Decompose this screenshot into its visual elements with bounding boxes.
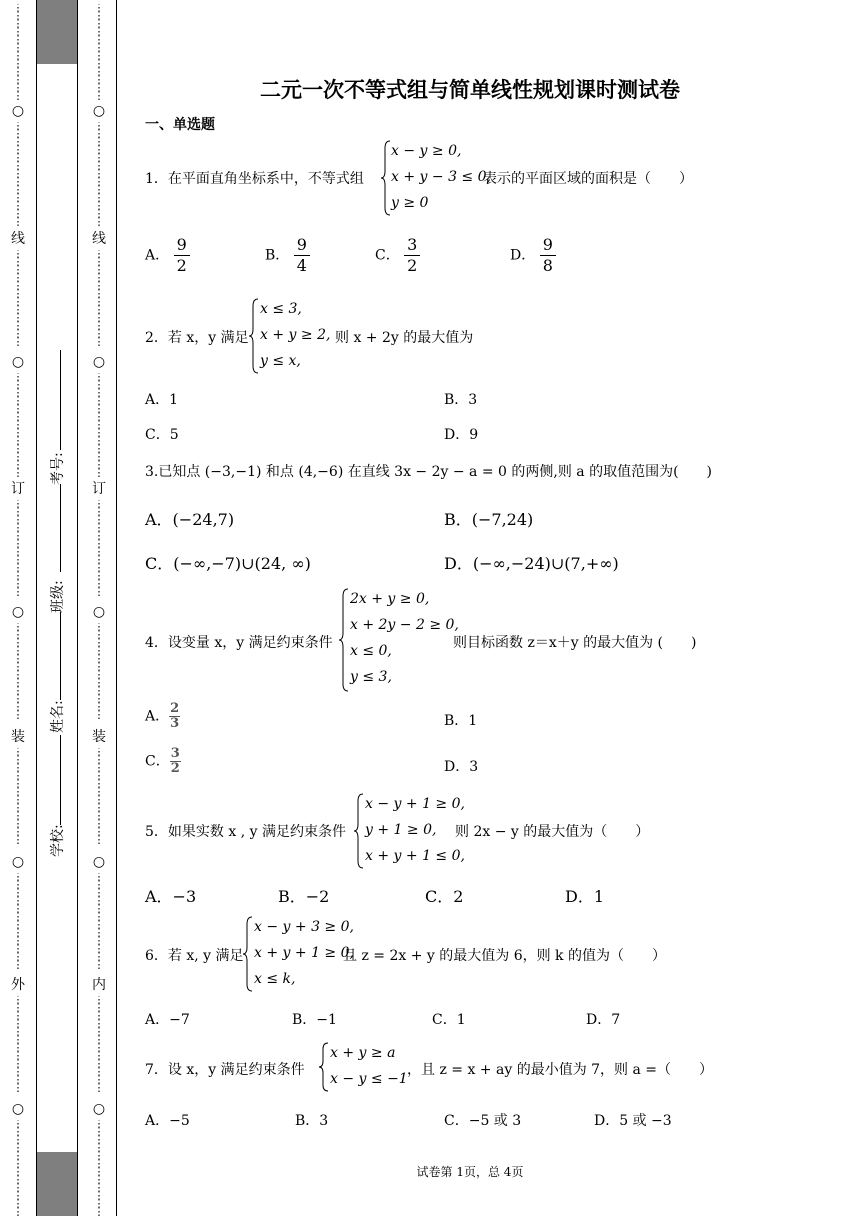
q1-ineq-1: x − y ≥ 0, xyxy=(391,143,462,159)
margin-gray-band-top xyxy=(37,0,77,64)
margin-border-left xyxy=(36,0,37,1216)
q3-text: 3.已知点 (−3,−1) 和点 (4,−6) 在直线 3x − 2y − a = 0 的两侧,则 a 的取值范围为( ) xyxy=(145,464,713,480)
q5-suffix: 则 2x − y 的最大值为（ ） xyxy=(455,824,650,840)
q4-suffix: 则目标函数 z＝x＋y 的最大值为 ( ) xyxy=(453,635,697,651)
q5-option-d[interactable]: D．1 xyxy=(565,887,605,906)
q2-prefix: 2．若 x，y 满足 xyxy=(145,330,249,346)
denominator: 8 xyxy=(542,256,553,275)
option-label: C． xyxy=(145,753,170,770)
fraction xyxy=(294,235,310,276)
numerator: 9 xyxy=(540,235,556,256)
section-heading: 一、单选题 xyxy=(145,117,215,133)
dotted-segment: ⋮⋮⋮⋮⋮⋮⋮⋮⋮⋮⋮⋮ xyxy=(12,996,24,1094)
q1-ineq-2: x + y − 3 ≤ 0, xyxy=(391,169,491,185)
numerator: 9 xyxy=(294,235,310,256)
binding-circle-mark: ○ xyxy=(11,103,25,119)
q3-option-c[interactable]: C．(−∞,−7)∪(24, ∞) xyxy=(145,554,311,573)
q5-brace xyxy=(354,793,364,869)
binding-circle-mark: ○ xyxy=(11,604,25,620)
binding-text-mark: 线 xyxy=(11,231,25,247)
numerator: 9 xyxy=(174,235,190,256)
numerator: 3 xyxy=(170,746,180,761)
q6-suffix: 且 z = 2x + y 的最大值为 6，则 k 的值为（ ） xyxy=(343,948,666,964)
school-line-2[interactable] xyxy=(60,735,61,825)
dotted-segment: ⋮⋮⋮⋮⋮⋮⋮⋮⋮⋮⋮⋮ xyxy=(93,500,105,598)
q1-option-c[interactable] xyxy=(375,235,420,276)
q4-option-a[interactable] xyxy=(145,702,180,731)
inner-dotted-column xyxy=(89,0,109,1216)
binding-text-mark: 外 xyxy=(11,977,25,993)
q2-option-d[interactable]: D．9 xyxy=(444,427,479,443)
q3-option-b[interactable]: B．(−7,24) xyxy=(444,510,534,529)
q7-system xyxy=(330,1040,408,1092)
denominator: 2 xyxy=(170,761,180,776)
q5-system xyxy=(365,791,465,869)
dotted-segment: ⋮⋮⋮⋮⋮⋮⋮⋮⋮⋮⋮⋮ xyxy=(93,873,105,971)
q7-option-b[interactable]: B．3 xyxy=(295,1113,329,1129)
q4-brace xyxy=(339,588,349,692)
q7-suffix: ，且 z = x + ay 的最小值为 7，则 a =（ ） xyxy=(407,1062,714,1078)
q1-brace xyxy=(381,140,391,216)
q2-suffix: 则 x + 2y 的最大值为 xyxy=(335,330,474,346)
binding-text-mark: 订 xyxy=(11,481,25,497)
page-title: 二元一次不等式组与简单线性规划课时测试卷 xyxy=(260,77,680,102)
q3-option-a[interactable]: A．(−24,7) xyxy=(145,510,235,529)
q7-ineq-2: x − y ≤ −1 xyxy=(330,1071,408,1087)
q2-option-c[interactable]: C．5 xyxy=(145,427,179,443)
q5-option-a[interactable]: A．−3 xyxy=(145,887,197,906)
dotted-segment: ⋮⋮⋮⋮⋮⋮⋮⋮⋮⋮⋮⋮ xyxy=(93,996,105,1094)
q5-ineq-2: y + 1 ≥ 0, xyxy=(365,822,437,838)
q2-option-b[interactable]: B．3 xyxy=(444,392,478,408)
dotted-segment: ⋮⋮⋮⋮⋮⋮⋮⋮⋮⋮⋮⋮ xyxy=(93,1120,105,1216)
q2-ineq-1: x ≤ 3, xyxy=(260,301,302,317)
school-label: 学校: xyxy=(50,824,66,857)
denominator: 3 xyxy=(170,716,180,731)
name-line[interactable] xyxy=(60,612,61,700)
q4-ineq-3: x ≤ 0, xyxy=(350,643,392,659)
option-label: B． xyxy=(265,247,290,264)
binding-circle-mark: ○ xyxy=(11,354,25,370)
dotted-segment: ⋮⋮⋮⋮⋮⋮⋮⋮⋮⋮⋮⋮⋮ xyxy=(93,122,105,228)
q7-option-c[interactable]: C．−5 或 3 xyxy=(444,1113,522,1129)
denominator: 2 xyxy=(176,256,187,275)
q1-system xyxy=(391,138,491,216)
q2-ineq-2: x + y ≥ 2, xyxy=(260,327,331,343)
binding-text-mark: 装 xyxy=(11,729,25,745)
q2-option-a[interactable]: A．1 xyxy=(145,392,179,408)
q6-option-a[interactable]: A．−7 xyxy=(145,1012,190,1028)
denominator: 2 xyxy=(407,256,418,275)
fraction xyxy=(404,235,420,276)
binding-circle-mark: ○ xyxy=(92,1101,106,1117)
q2-brace xyxy=(249,298,259,374)
q4-option-c[interactable] xyxy=(145,747,181,776)
q1-ineq-3: y ≥ 0 xyxy=(391,195,429,211)
margin-border-right xyxy=(77,0,78,1216)
q7-option-a[interactable]: A．−5 xyxy=(145,1113,190,1129)
q7-ineq-1: x + y ≥ a xyxy=(330,1045,396,1061)
dotted-segment: ⋮⋮⋮⋮⋮⋮⋮⋮⋮⋮⋮⋮ xyxy=(93,4,105,100)
q7-option-d[interactable]: D．5 或 −3 xyxy=(594,1113,672,1129)
binding-text-mark: 订 xyxy=(92,481,106,497)
dotted-segment: ⋮⋮⋮⋮⋮⋮⋮⋮⋮⋮⋮⋮ xyxy=(12,1120,24,1216)
dotted-segment: ⋮⋮⋮⋮⋮⋮⋮⋮⋮⋮⋮⋮ xyxy=(93,748,105,846)
q5-ineq-1: x − y + 1 ≥ 0, xyxy=(365,796,465,812)
q5-option-c[interactable]: C．2 xyxy=(425,887,464,906)
q6-brace xyxy=(243,916,253,992)
dotted-segment: ⋮⋮⋮⋮⋮⋮⋮⋮⋮⋮⋮⋮ xyxy=(12,4,24,100)
denominator: 4 xyxy=(296,256,307,275)
fraction xyxy=(174,235,190,276)
q6-option-b[interactable]: B．−1 xyxy=(292,1012,337,1028)
exam-number-line[interactable] xyxy=(60,350,61,450)
q1-suffix: 表示的平面区域的面积是（ ） xyxy=(483,171,693,187)
dotted-segment: ⋮⋮⋮⋮⋮⋮⋮⋮⋮⋮⋮⋮ xyxy=(12,748,24,846)
outer-dotted-column xyxy=(8,0,28,1216)
binding-circle-mark: ○ xyxy=(11,854,25,870)
binding-circle-mark: ○ xyxy=(92,854,106,870)
q6-option-d[interactable]: D．7 xyxy=(586,1012,621,1028)
option-label: A． xyxy=(145,247,170,264)
page-footer: 试卷第 1页，总 4页 xyxy=(416,1165,524,1179)
dotted-segment: ⋮⋮⋮⋮⋮⋮⋮⋮⋮⋮⋮⋮ xyxy=(93,250,105,348)
option-label: A． xyxy=(145,708,170,725)
numerator: 3 xyxy=(404,235,420,256)
q5-ineq-3: x + y + 1 ≤ 0, xyxy=(365,848,465,864)
fraction xyxy=(170,747,181,776)
q1-option-d[interactable] xyxy=(510,235,556,276)
q5-prefix: 5．如果实数 x , y 满足约束条件 xyxy=(145,824,346,840)
dotted-segment: ⋮⋮⋮⋮⋮⋮⋮⋮⋮⋮⋮⋮⋮ xyxy=(93,373,105,478)
q2-system xyxy=(260,296,330,374)
q3-option-d[interactable]: D．(−∞,−24)∪(7,+∞) xyxy=(444,554,619,573)
q4-system xyxy=(350,586,459,690)
dotted-segment: ⋮⋮⋮⋮⋮⋮⋮⋮⋮⋮⋮⋮ xyxy=(12,250,24,348)
q4-ineq-1: 2x + y ≥ 0, xyxy=(350,591,430,607)
binding-circle-mark: ○ xyxy=(11,1101,25,1117)
class-label: 班级: xyxy=(50,580,66,613)
binding-circle-mark: ○ xyxy=(92,354,106,370)
option-label: D． xyxy=(510,247,536,264)
dotted-segment: ⋮⋮⋮⋮⋮⋮⋮⋮⋮⋮⋮⋮⋮ xyxy=(12,373,24,478)
binding-text-mark: 装 xyxy=(92,729,106,745)
q6-system xyxy=(254,914,354,992)
binding-text-mark: 内 xyxy=(92,977,106,993)
fraction xyxy=(540,235,556,276)
margin-border-inner xyxy=(116,0,117,1216)
q2-ineq-3: y ≤ x, xyxy=(260,353,301,369)
option-label: C． xyxy=(375,247,400,264)
name-label: 姓名: xyxy=(50,700,66,733)
class-line[interactable] xyxy=(60,484,61,572)
exam-number-label: 考号: xyxy=(50,452,66,485)
dotted-segment: ⋮⋮⋮⋮⋮⋮⋮⋮⋮⋮⋮⋮⋮ xyxy=(12,122,24,228)
q7-prefix: 7．设 x，y 满足约束条件 xyxy=(145,1062,305,1078)
margin-gray-band-bottom xyxy=(37,1152,77,1216)
dotted-segment: ⋮⋮⋮⋮⋮⋮⋮⋮⋮⋮⋮⋮ xyxy=(12,500,24,598)
binding-text-mark: 线 xyxy=(92,231,106,247)
q1-option-a[interactable] xyxy=(145,235,190,276)
q6-option-c[interactable]: C．1 xyxy=(432,1012,466,1028)
fraction xyxy=(169,702,180,731)
q1-option-b[interactable] xyxy=(265,235,310,276)
q1-prefix: 1．在平面直角坐标系中，不等式组 xyxy=(145,171,364,187)
dotted-segment: ⋮⋮⋮⋮⋮⋮⋮⋮⋮⋮⋮⋮ xyxy=(12,873,24,971)
dotted-segment: ⋮⋮⋮⋮⋮⋮⋮⋮⋮⋮⋮⋮ xyxy=(12,623,24,721)
q4-option-d[interactable]: D．3 xyxy=(444,759,479,775)
q6-prefix: 6．若 x, y 满足 xyxy=(145,948,244,964)
q5-option-b[interactable]: B．−2 xyxy=(278,887,330,906)
binding-circle-mark: ○ xyxy=(92,604,106,620)
q6-ineq-1: x − y + 3 ≥ 0, xyxy=(254,919,354,935)
q6-ineq-3: x ≤ k, xyxy=(254,971,296,987)
q4-ineq-2: x + 2y − 2 ≥ 0, xyxy=(350,617,459,633)
binding-circle-mark: ○ xyxy=(92,103,106,119)
numerator: 2 xyxy=(170,701,180,716)
q4-prefix: 4．设变量 x，y 满足约束条件 xyxy=(145,635,333,651)
dotted-segment: ⋮⋮⋮⋮⋮⋮⋮⋮⋮⋮⋮⋮ xyxy=(93,623,105,721)
q6-ineq-2: x + y + 1 ≥ 0, xyxy=(254,945,354,961)
q7-brace xyxy=(319,1042,329,1092)
q4-ineq-4: y ≤ 3, xyxy=(350,669,392,685)
q4-option-b[interactable]: B．1 xyxy=(444,713,478,729)
